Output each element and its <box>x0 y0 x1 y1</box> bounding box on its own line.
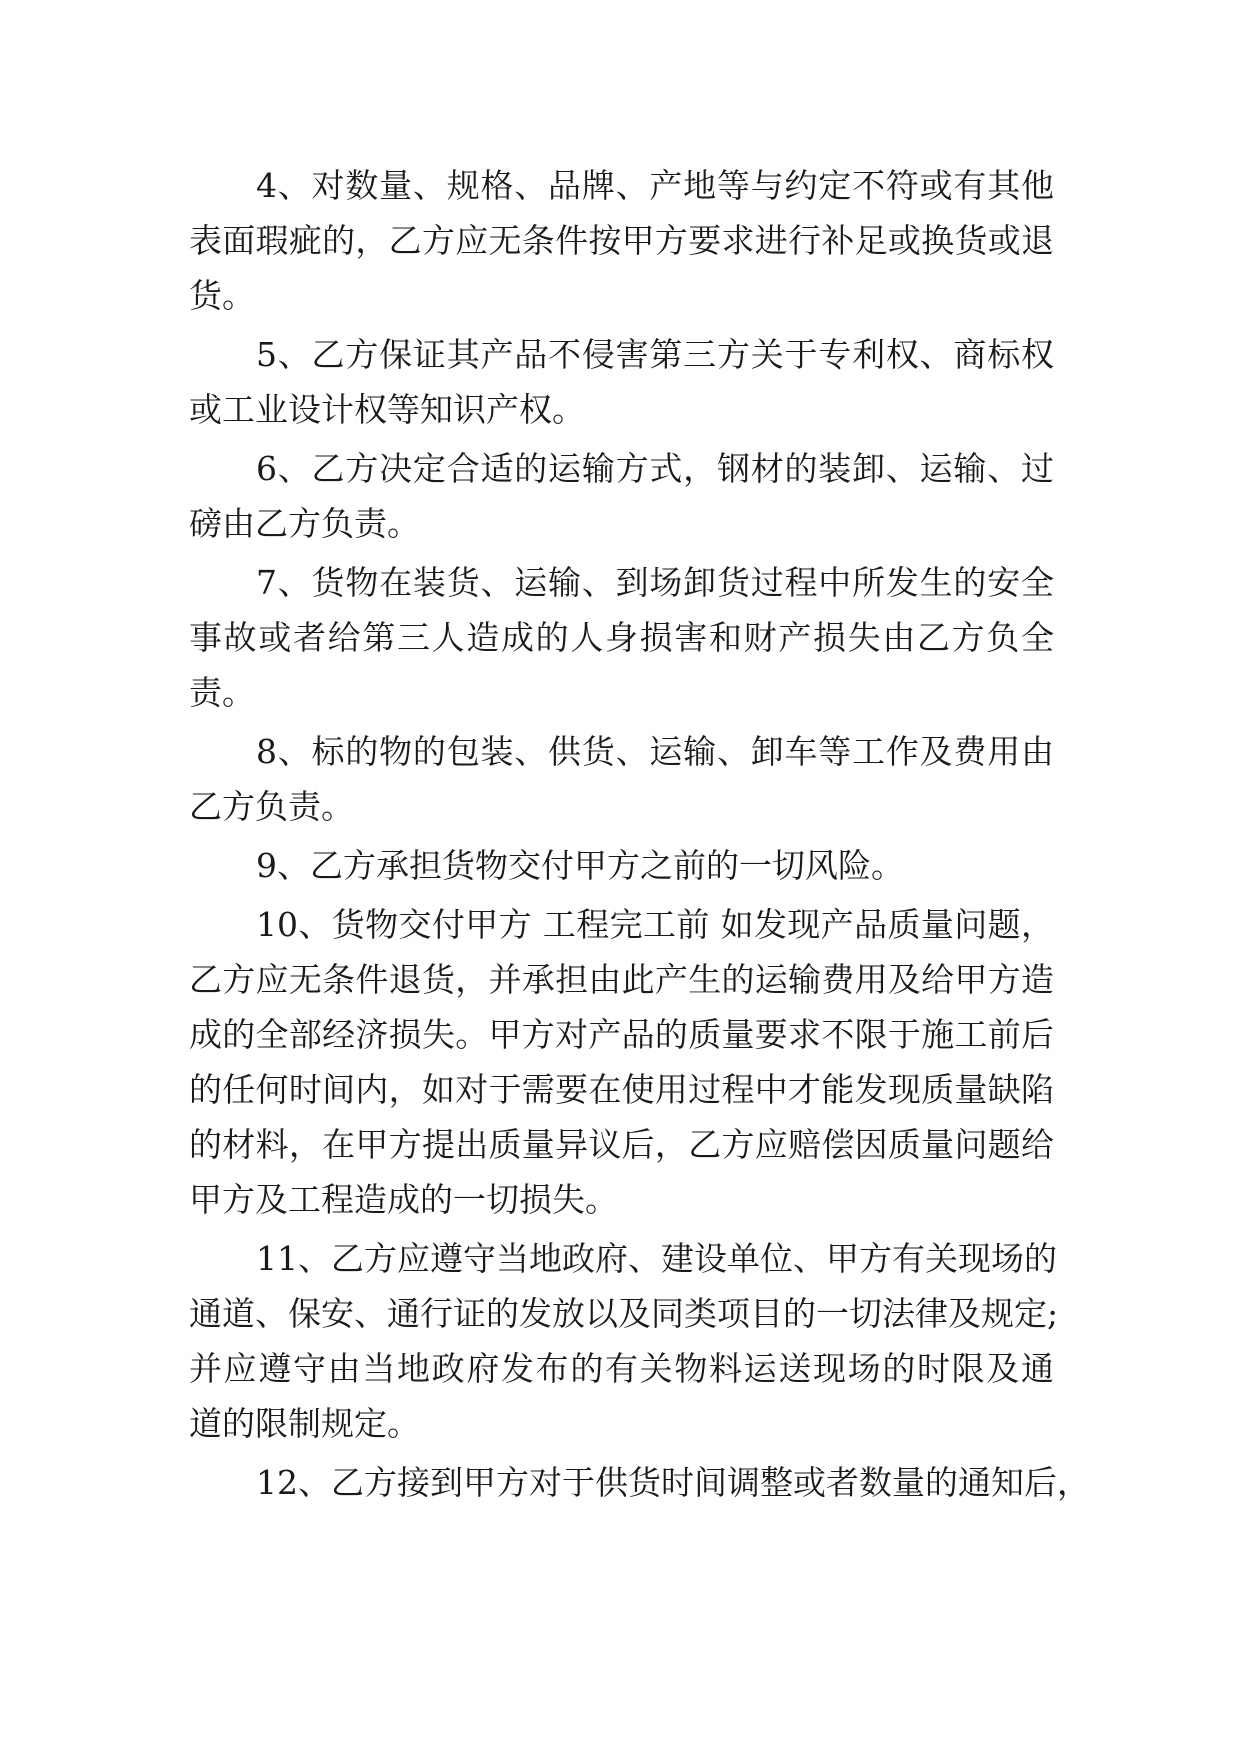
clause-8 <box>189 724 1054 834</box>
text-line: 乙方负责。 <box>189 787 354 826</box>
clause-5 <box>189 327 1054 437</box>
text-line: 货。 <box>189 276 255 315</box>
text-line: 通道、保安、通行证的发放以及同类项目的一切法律及规定; <box>189 1294 1059 1333</box>
clause-10 <box>189 897 1054 1227</box>
text-line: 10、货物交付甲方 工程完工前 如发现产品质量问题， <box>256 905 1054 944</box>
text-line: 表面瑕疵的，乙方应无条件按甲方要求进行补足或换货或退 <box>189 221 1054 260</box>
document-body <box>189 158 1090 1514</box>
text-line: 甲方及工程造成的一切损失。 <box>189 1180 618 1219</box>
text-line: 磅由乙方负责。 <box>189 504 420 543</box>
text-line: 的任何时间内，如对于需要在使用过程中才能发现质量缺陷 <box>189 1070 1054 1109</box>
text-line: 的材料，在甲方提出质量异议后，乙方应赔偿因质量问题给 <box>189 1125 1054 1164</box>
clause-7 <box>189 555 1054 720</box>
text-line: 事故或者给第三人造成的人身损害和财产损失由乙方负全 <box>189 618 1054 657</box>
clause-12 <box>189 1455 1090 1510</box>
clause-9 <box>189 838 1054 893</box>
text-line: 成的全部经济损失。甲方对产品的质量要求不限于施工前后 <box>189 1015 1054 1054</box>
text-line: 11、乙方应遵守当地政府、建设单位、甲方有关现场的 <box>256 1239 1057 1278</box>
text-line: 8、标的物的包装、供货、运输、卸车等工作及费用由 <box>256 732 1054 771</box>
text-line: 4、对数量、规格、品牌、产地等与约定不符或有其他 <box>256 166 1054 205</box>
text-line: 或工业设计权等知识产权。 <box>189 390 585 429</box>
text-line: 6、乙方决定合适的运输方式，钢材的装卸、运输、过 <box>256 449 1054 488</box>
text-line: 乙方应无条件退货，并承担由此产生的运输费用及给甲方造 <box>189 960 1054 999</box>
clause-4 <box>189 158 1054 323</box>
clause-6 <box>189 441 1054 551</box>
text-line: 责。 <box>189 673 255 712</box>
clause-11 <box>189 1231 1059 1451</box>
text-line: 道的限制规定。 <box>189 1404 420 1443</box>
text-line: 5、乙方保证其产品不侵害第三方关于专利权、商标权 <box>256 335 1054 374</box>
text-line: 12、乙方接到甲方对于供货时间调整或者数量的通知后， <box>256 1463 1090 1502</box>
text-line: 9、乙方承担货物交付甲方之前的一切风险。 <box>256 846 904 885</box>
text-line: 并应遵守由当地政府发布的有关物料运送现场的时限及通 <box>189 1349 1054 1388</box>
text-line: 7、货物在装货、运输、到场卸货过程中所发生的安全 <box>256 563 1054 602</box>
